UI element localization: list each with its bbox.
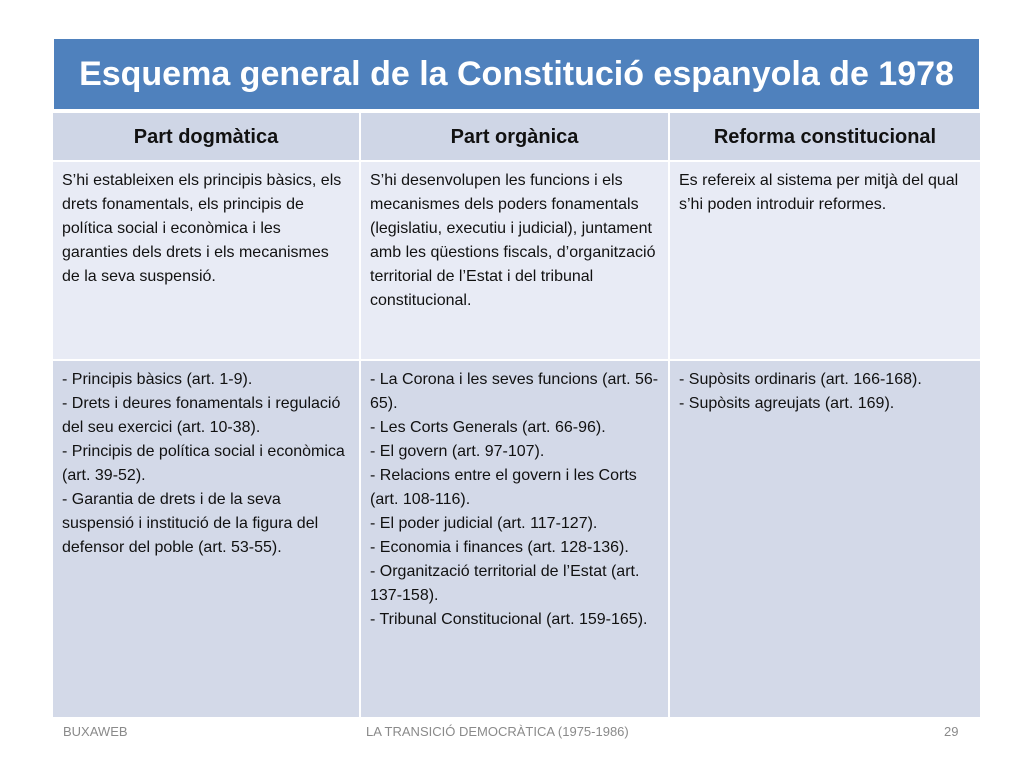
column-header-reforma: Reforma constitucional	[670, 113, 980, 162]
articles-cell-dogmatica: - Principis bàsics (art. 1-9). - Drets i deures fonamentals i regulació del seu exercici (art. 10-38). - Principis de política social i econòmica (art. 39-52). - Garantia de drets i de la seva suspensió i institució de la figura del defensor del poble (art. 53-55).	[53, 361, 361, 719]
articles-cell-organica: - La Corona i les seves funcions (art. 56-65). - Les Corts Generals (art. 66-96). - El govern (art. 97-107). - Relacions entre el govern i les Corts (art. 108-116). - El poder judicial (art. 117-127). - Economia i finances (art. 128-136). - Organització territorial de l’Estat (art. 137-158). - Tribunal Constitucional (art. 159-165).	[361, 361, 670, 719]
column-header-dogmatica: Part dogmàtica	[53, 113, 361, 162]
column-header-organica: Part orgànica	[361, 113, 670, 162]
constitution-table	[53, 113, 980, 719]
articles-cell-reforma: - Supòsits ordinaris (art. 166-168). - Supòsits agreujats (art. 169).	[670, 361, 980, 719]
description-cell-dogmatica: S’hi estableixen els principis bàsics, els drets fonamentals, els principis de política social i econòmica i les garanties dels drets i els mecanismes de la seva suspensió.	[53, 162, 361, 361]
slide-title: Esquema general de la Constitució espanyola de 1978	[53, 38, 980, 110]
page-number: 29	[944, 724, 959, 739]
description-cell-reforma: Es refereix al sistema per mitjà del qual s’hi poden introduir reformes.	[670, 162, 980, 361]
footer-source: BUXAWEB	[63, 724, 128, 739]
footer-presentation-title: LA TRANSICIÓ DEMOCRÀTICA (1975-1986)	[366, 724, 629, 739]
description-cell-organica: S’hi desenvolupen les funcions i els mecanismes dels poders fonamentals (legislatiu, executiu i judicial), juntament amb les qüestions fiscals, d’organització territorial de l’Estat i del tribunal constitucional.	[361, 162, 670, 361]
